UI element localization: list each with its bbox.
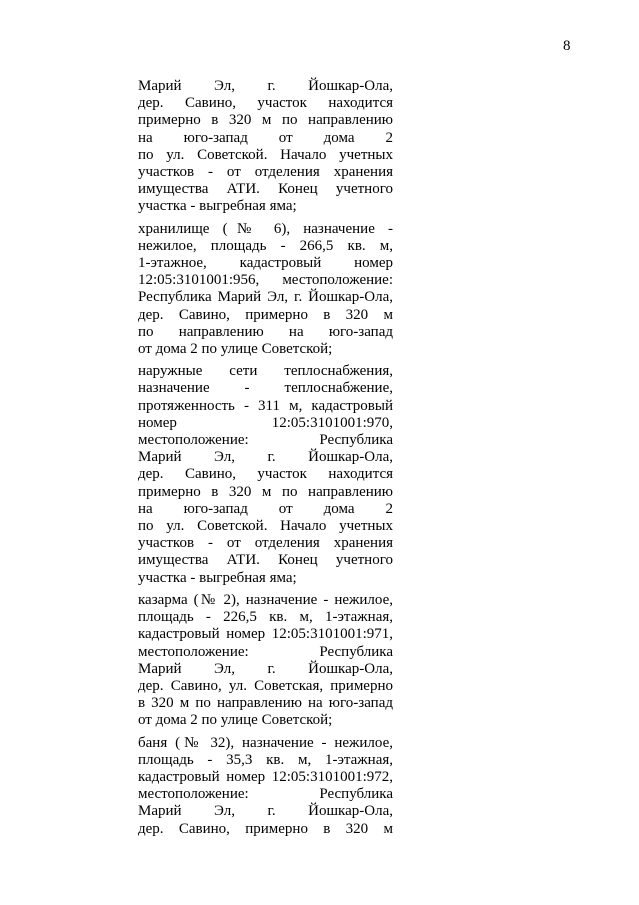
paragraph-heating-network	[138, 363, 393, 587]
text-line: на юго-запад от дома 2	[138, 129, 393, 146]
text-line: кадастровый номер 12:05:3101001:972,	[138, 768, 393, 785]
text-line: Марий Эл, г. Йошкар-Ола,	[138, 78, 393, 94]
text-line: Марий Эл, г. Йошкар-Ола,	[138, 449, 393, 466]
text-line: по ул. Советской. Начало учетных	[138, 518, 393, 535]
text-line: от дома 2 по улице Советской;	[138, 712, 333, 729]
text-line: участка - выгребная яма;	[138, 569, 297, 586]
text-line: площадь - 226,5 кв. м, 1-этажная,	[138, 609, 393, 626]
text-line: 12:05:3101001:956, местоположение:	[138, 272, 393, 289]
paragraph-bathhouse	[138, 735, 393, 838]
text-line: хранилище (№ 6), назначение -	[138, 220, 393, 237]
text-line: назначение - теплоснабжение,	[138, 380, 393, 397]
text-line: на юго-запад от дома 2	[138, 500, 393, 517]
text-line: по направлению на юго-запад	[138, 323, 393, 340]
text-line: наружные сети теплоснабжения,	[138, 363, 393, 380]
text-line: кадастровый номер 12:05:3101001:971,	[138, 626, 393, 643]
text-line: примерно в 320 м по направлению	[138, 112, 393, 129]
text-line: местоположение: Республика	[138, 432, 393, 449]
text-line: казарма (№ 2), назначение - нежилое,	[138, 591, 393, 608]
text-line: местоположение: Республика	[138, 643, 393, 660]
text-line: Марий Эл, г. Йошкар-Ола,	[138, 660, 393, 677]
document-text-column	[138, 78, 393, 838]
text-line: местоположение: Республика	[138, 786, 393, 803]
text-line: участка - выгребная яма;	[138, 198, 297, 215]
text-line: дер. Савино, примерно в 320 м	[138, 306, 393, 323]
text-line: 1-этажное, кадастровый номер	[138, 255, 393, 272]
paragraph-location-continuation	[138, 78, 393, 216]
text-line: Республика Марий Эл, г. Йошкар-Ола,	[138, 289, 393, 306]
text-line: дер. Савино, ул. Советская, примерно	[138, 677, 393, 694]
text-line: участков - от отделения хранения	[138, 164, 393, 181]
text-line: дер. Савино, участок находится	[138, 95, 393, 112]
page-number: 8	[563, 38, 571, 54]
paragraph-barracks	[138, 592, 393, 730]
text-line: нежилое, площадь - 266,5 кв. м,	[138, 237, 393, 254]
text-line: от дома 2 по улице Советской;	[138, 341, 333, 358]
text-line: номер 12:05:3101001:970,	[138, 414, 393, 431]
text-line: примерно в 320 м по направлению	[138, 483, 393, 500]
text-line: Марий Эл, г. Йошкар-Ола,	[138, 803, 393, 820]
text-line: дер. Савино, примерно в 320 м	[138, 820, 393, 837]
text-line: площадь - 35,3 кв. м, 1-этажная,	[138, 751, 393, 768]
text-line: в 320 м по направлению на юго-запад	[138, 695, 393, 712]
text-line: по ул. Советской. Начало учетных	[138, 146, 393, 163]
paragraph-storage-building	[138, 221, 393, 359]
text-line: имущества АТИ. Конец учетного	[138, 181, 393, 198]
text-line: баня (№ 32), назначение - нежилое,	[138, 734, 393, 751]
text-line: дер. Савино, участок находится	[138, 466, 393, 483]
text-line: участков - от отделения хранения	[138, 535, 393, 552]
text-line: протяженность - 311 м, кадастровый	[138, 397, 393, 414]
text-line: имущества АТИ. Конец учетного	[138, 552, 393, 569]
